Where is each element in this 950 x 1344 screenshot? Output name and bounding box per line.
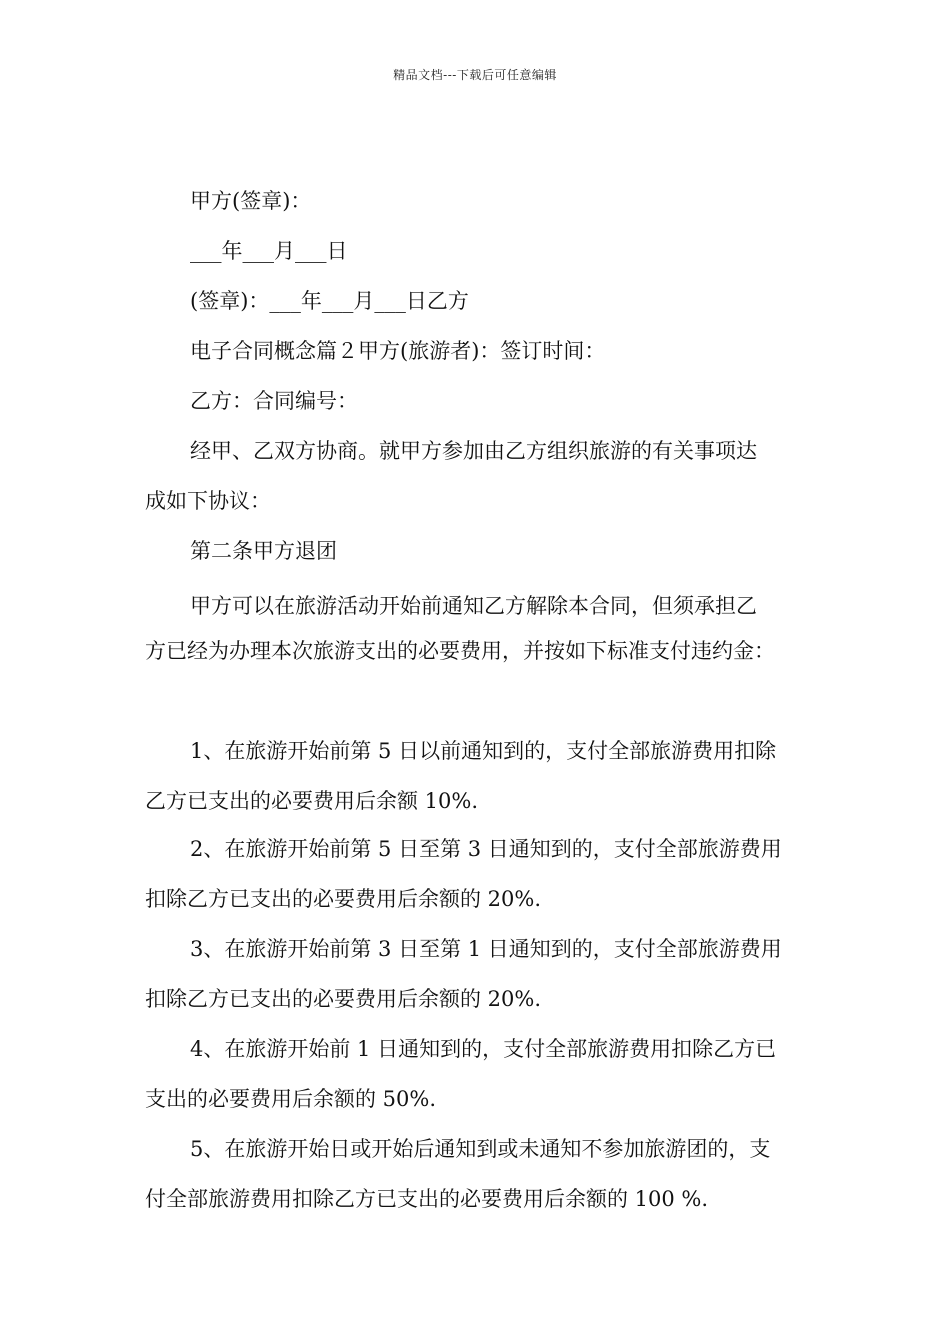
clause-4-line-2: 支出的必要费用后余额的 50%. xyxy=(145,1087,437,1111)
article-title: 第二条甲方退团 xyxy=(190,539,337,563)
page-header: 精品文档---下载后可任意编辑 xyxy=(393,68,557,82)
withdrawal-paragraph-line-2: 方已经为办理本次旅游支出的必要费用，并按如下标准支付违约金： xyxy=(145,639,775,663)
signature-date-line: (签章)：___年___月___日乙方 xyxy=(190,289,469,313)
party-b-line: 乙方：合同编号： xyxy=(190,389,358,413)
agreement-intro-line-2: 成如下协议： xyxy=(145,489,271,513)
withdrawal-paragraph-line-1: 甲方可以在旅游活动开始前通知乙方解除本合同，但须承担乙 xyxy=(190,594,757,618)
clause-3-line-1: 3、在旅游开始前第 3 日至第 1 日通知到的，支付全部旅游费用 xyxy=(190,937,782,961)
clause-1-line-2: 乙方已支出的必要费用后余额 10%. xyxy=(145,789,479,813)
clause-2-line-2: 扣除乙方已支出的必要费用后余额的 20%. xyxy=(145,887,542,911)
clause-5-line-2: 付全部旅游费用扣除乙方已支出的必要费用后余额的 100 %. xyxy=(145,1187,709,1211)
date-line: ___年___月___日 xyxy=(190,239,348,263)
clause-5-line-1: 5、在旅游开始日或开始后通知到或未通知不参加旅游团的，支 xyxy=(190,1137,771,1161)
party-a-signature: 甲方(签章)： xyxy=(190,189,312,213)
clause-3-line-2: 扣除乙方已支出的必要费用后余额的 20%. xyxy=(145,987,542,1011)
clause-4-line-1: 4、在旅游开始前 1 日通知到的，支付全部旅游费用扣除乙方已 xyxy=(190,1037,777,1061)
clause-1-line-1: 1、在旅游开始前第 5 日以前通知到的，支付全部旅游费用扣除 xyxy=(190,739,777,763)
clause-2-line-1: 2、在旅游开始前第 5 日至第 3 日通知到的，支付全部旅游费用 xyxy=(190,837,782,861)
contract-title-line: 电子合同概念篇２甲方(旅游者)：签订时间： xyxy=(190,339,606,363)
agreement-intro-line-1: 经甲、乙双方协商。就甲方参加由乙方组织旅游的有关事项达 xyxy=(190,439,757,463)
